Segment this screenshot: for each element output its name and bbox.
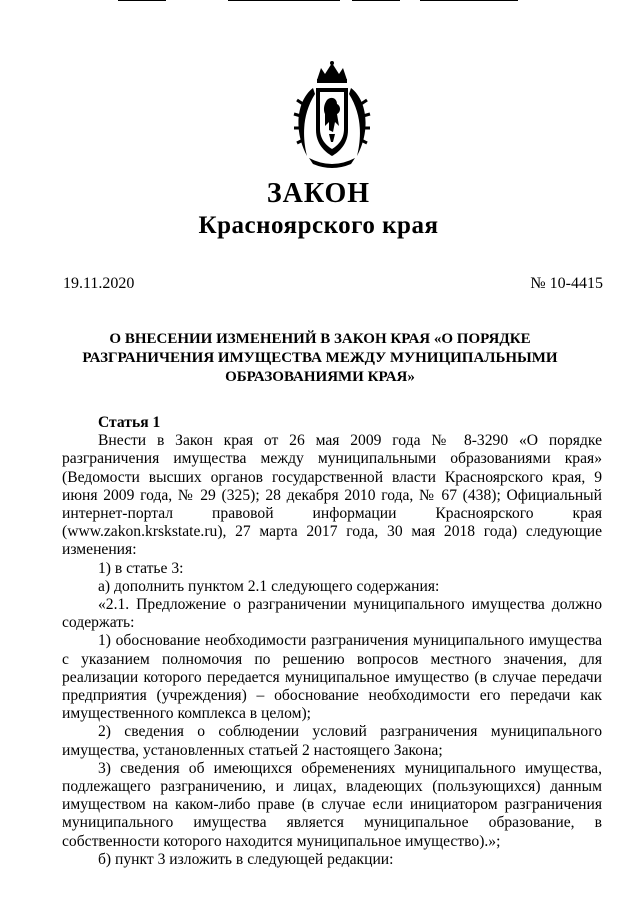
- scan-line: [118, 0, 166, 1]
- scan-line: [228, 0, 340, 1]
- heading-line: РАЗГРАНИЧЕНИЯ ИМУЩЕСТВА МЕЖДУ МУНИЦИПАЛЬНЫМИ: [82, 350, 558, 366]
- law-heading: [60, 330, 580, 387]
- article-title: Статья 1: [98, 414, 161, 431]
- paragraph: 1) в статье 3:: [98, 559, 184, 577]
- coat-of-arms-icon: [289, 60, 375, 170]
- document-title: ЗАКОН: [266, 178, 371, 209]
- document-date: 19.11.2020: [63, 275, 135, 292]
- paragraph: «2.1. Предложение о разграничении муниципального имущества должно содержать:: [62, 596, 602, 632]
- paragraph: 2) сведения о соблюдении условий разграничения муниципального имущества, установленных статьей 2 настоящего Закона;: [62, 723, 602, 759]
- document-body: [62, 414, 602, 869]
- document-number: № 10-4415: [530, 275, 603, 292]
- paragraph: Внести в Закон края от 26 мая 2009 года № 8-3290 «О порядке разграничения имущества между муниципальными образованиями края» (Ведомости высших органов государственной власти Красноярского края, 9 июня 2009 года, № 29 (325); 28 декабря 2010 года, № 67 (438); Официальный интернет-портал правовой информации Красноярского края (www.zakon.krskstate.ru), 27 марта 2017 года, 30 мая 2018 года) следующие изменения:: [62, 432, 602, 559]
- heading-line: ОБРАЗОВАНИЯМИ КРАЯ»: [225, 369, 415, 385]
- scan-line: [352, 0, 400, 1]
- document-subtitle: Красноярского края: [198, 212, 439, 239]
- paragraph: б) пункт 3 изложить в следующей редакции:: [98, 850, 394, 868]
- scan-line: [420, 0, 518, 1]
- paragraph: 1) обоснование необходимости разграничения муниципального имущества с указанием полномочия по решению вопросов местного значения, для реализации которого передается муниципальное имущество (в случае передачи предприятия (учреждения) – обоснование необходимости его передачи как имущественного комплекса в целом);: [62, 632, 602, 723]
- heading-line: О ВНЕСЕНИИ ИЗМЕНЕНИЙ В ЗАКОН КРАЯ «О ПОРЯДКЕ: [109, 331, 531, 347]
- paragraph: 3) сведения об имеющихся обременениях муниципального имущества, подлежащего разграничению, и лицах, владеющих (пользующихся) данным имуществом на каком-либо праве (в случае если инициатором разграничения муниципального имущества является муниципальное образование, в собственности которого находится муниципальное имущество).»;: [62, 759, 602, 850]
- paragraph: а) дополнить пунктом 2.1 следующего содержания:: [98, 577, 440, 595]
